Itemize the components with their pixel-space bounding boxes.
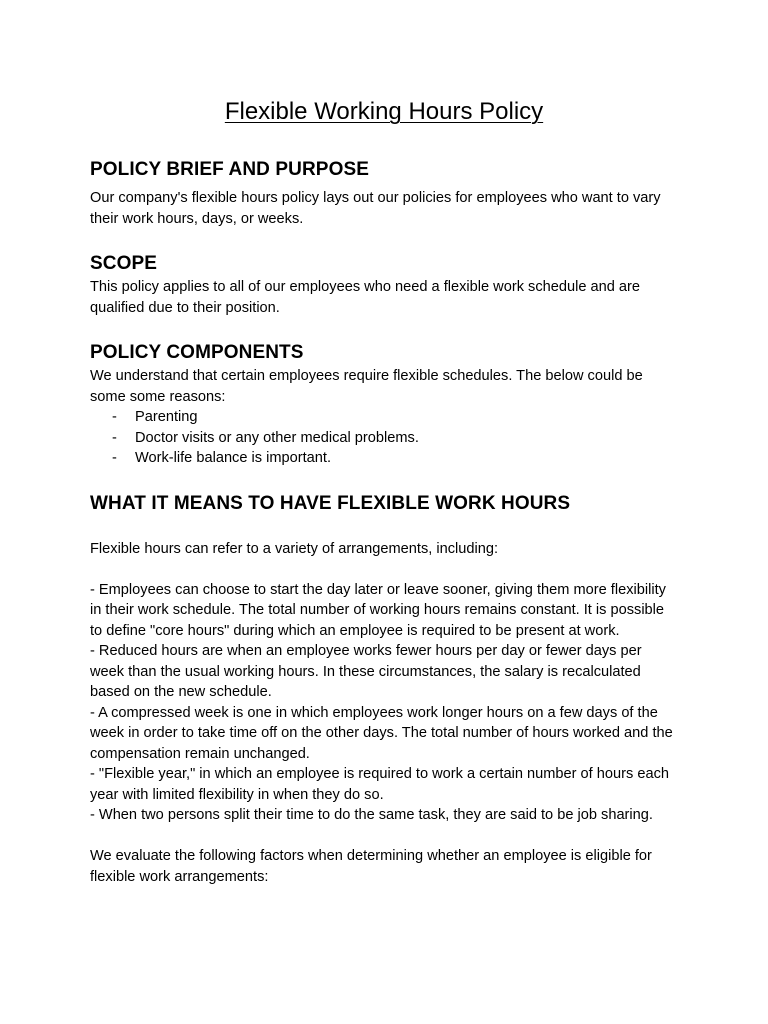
section-scope <box>90 251 678 318</box>
paragraph-spacer <box>90 559 678 580</box>
document-title: Flexible Working Hours Policy <box>224 98 544 125</box>
section-body-scope: This policy applies to all of our employees who need a flexible work schedule and are qualified due to their position. <box>90 279 641 316</box>
arrangement-item: - Employees can choose to start the day later or leave sooner, giving them more flexibility in their work schedule. The total number of working hours remains constant. It is possible to define "core hours" during which an employee is required to be present at work. <box>90 581 666 639</box>
list-item-text: Parenting <box>135 409 198 425</box>
list-bullet: - <box>112 429 117 446</box>
paragraph-spacer <box>90 826 678 847</box>
section-body-policy-components: We understand that certain employees require flexible schedules. The below could be some some reasons: <box>90 368 643 405</box>
section-intro-flexible-work-hours: Flexible hours can refer to a variety of arrangements, including: <box>90 540 499 557</box>
section-heading-policy-brief: POLICY BRIEF AND PURPOSE <box>90 159 369 180</box>
list-item-text: Doctor visits or any other medical problems. <box>135 429 419 446</box>
section-heading-scope: SCOPE <box>90 253 158 274</box>
arrangement-item: - Reduced hours are when an employee works fewer hours per day or fewer days per week than the usual working hours. In these circumstances, the salary is recalculated based on the new schedule. <box>90 643 642 700</box>
arrangement-item: - When two persons split their time to do the same task, they are said to be job sharing. <box>90 807 653 823</box>
section-policy-brief <box>90 157 678 229</box>
section-policy-components <box>90 340 678 469</box>
section-heading-flexible-work-hours: WHAT IT MEANS TO HAVE FLEXIBLE WORK HOURS <box>90 492 571 514</box>
arrangement-item: - A compressed week is one in which employees work longer hours on a few days of the week in order to take time off on the other days. The total number of hours worked and the compensation remain unchanged. <box>90 704 673 762</box>
list-bullet: - <box>112 450 117 466</box>
list-item <box>90 407 678 428</box>
list-item <box>90 448 678 469</box>
list-item-text: Work-life balance is important. <box>135 450 332 466</box>
section-flexible-work-hours <box>90 491 678 888</box>
arrangement-item: - "Flexible year," in which an employee is required to work a certain number of hours each year with limited flexibility in when they do so. <box>90 766 669 803</box>
list-item <box>90 428 678 449</box>
reasons-list <box>90 407 678 469</box>
section-heading-policy-components: POLICY COMPONENTS <box>90 342 304 363</box>
eligibility-paragraph: We evaluate the following factors when determining whether an employee is eligible for flexible work arrangements: <box>90 848 652 885</box>
list-bullet: - <box>112 409 117 425</box>
section-body-policy-brief: Our company's flexible hours policy lays out our policies for employees who want to vary their work hours, days, or weeks. <box>90 190 661 227</box>
